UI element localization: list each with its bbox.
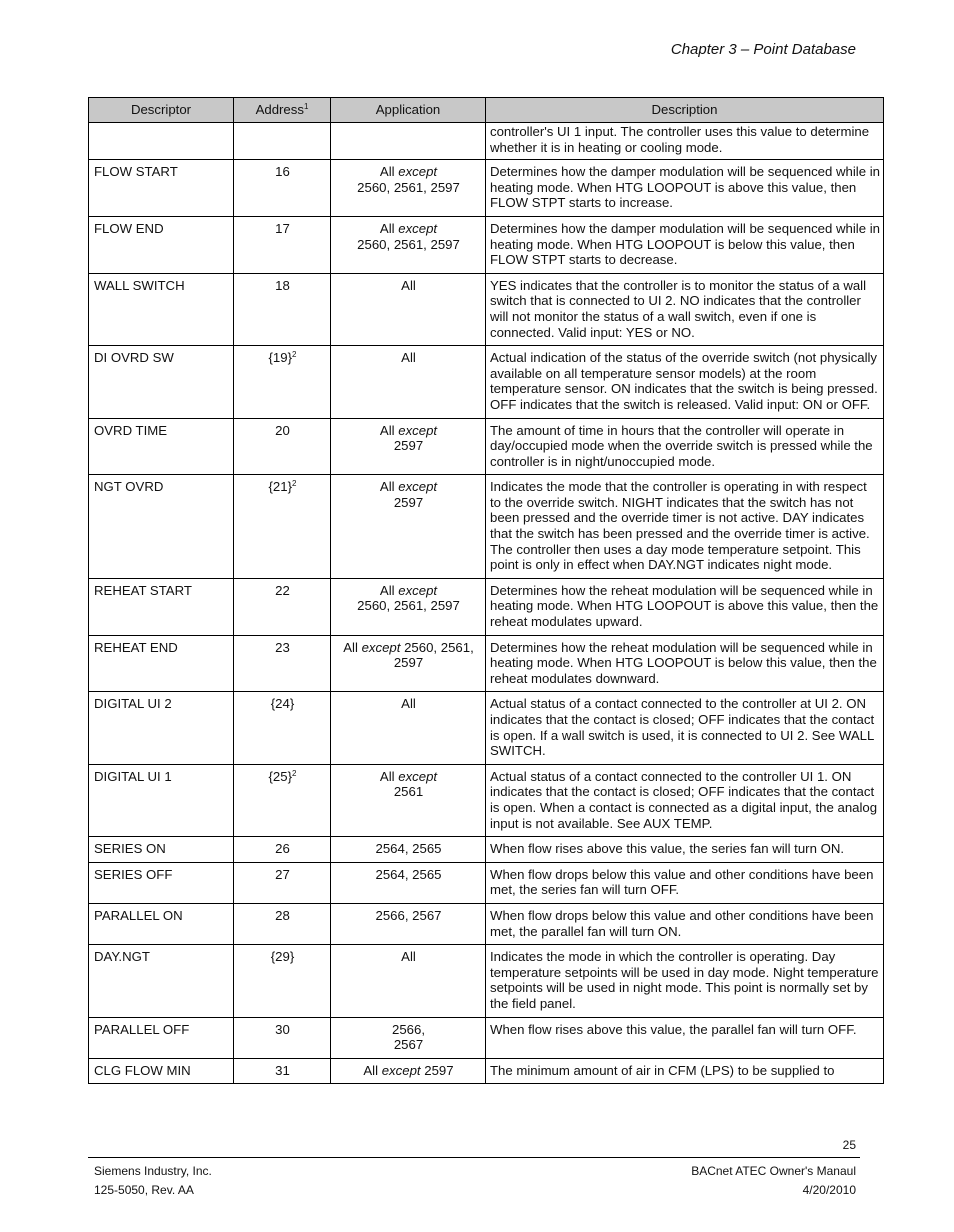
- description-cell: Indicates the mode that the controller is operating in with respect to the override switch. NIGHT indicates that the switch has not been pressed and the override timer is not active. DAY indicates that the switch has been pressed and the override timer is active. The controller then uses a day mode temperature setpoint. This point is only in effect when DAY.NGT indicates night mode.: [486, 475, 884, 579]
- address-cell: [234, 692, 331, 764]
- description-cell: The amount of time in hours that the controller will operate in day/occupied mode when the override switch is pressed while the controller is in night/unoccupied mode.: [486, 418, 884, 475]
- table-row: [89, 1058, 884, 1084]
- table-row: [89, 160, 884, 217]
- address-value: 28: [275, 907, 290, 923]
- footer-right: [691, 1162, 856, 1200]
- description-cell: Indicates the mode in which the controller is operating. Day temperature setpoints will be used in day mode. Night temperature setpoints will be used in night mode. This point is normally set by the field panel.: [486, 945, 884, 1017]
- descriptor-cell: [89, 123, 234, 160]
- application-models: 2560, 2561,: [400, 639, 474, 655]
- application-except: except: [398, 164, 438, 180]
- address-cell: [234, 475, 331, 579]
- description-cell: Actual indication of the status of the override switch (not physically available on all temperature sensor models) at the room temperature sensor. ON indicates that the switch is being pressed. OFF indicates that the switch is released. Valid input: ON or OFF.: [486, 346, 884, 418]
- application-text: All: [379, 220, 399, 236]
- table-row: [89, 635, 884, 692]
- application-models: 2597: [420, 1062, 454, 1078]
- chapter-header: Chapter 3 – Point Database: [670, 41, 856, 58]
- application-models-line2: 2560, 2561, 2597: [357, 236, 460, 252]
- descriptor-cell: FLOW START: [89, 160, 234, 217]
- application-models-line2: 2560, 2561, 2597: [357, 179, 460, 195]
- address-cell: [234, 578, 331, 635]
- application-cell: [331, 418, 486, 475]
- descriptor-cell: SERIES OFF: [89, 862, 234, 903]
- descriptor-cell: DAY.NGT: [89, 945, 234, 1017]
- application-cell: [331, 123, 486, 160]
- address-cell: [234, 346, 331, 418]
- address-value: {19}: [268, 350, 293, 366]
- address-value: 27: [275, 866, 290, 882]
- address-value: {29}: [270, 949, 295, 965]
- description-cell: Actual status of a contact connected to the controller at UI 2. ON indicates that the contact is closed; OFF indicates that the contact is open. If a wall switch is used, it is connected to UI 2. See WALL SWITCH.: [486, 692, 884, 764]
- application-cell: [331, 475, 486, 579]
- table-row: [89, 764, 884, 836]
- application-except: except: [398, 768, 438, 784]
- address-cell: [234, 764, 331, 836]
- description-cell: Determines how the damper modulation will be sequenced while in heating mode. When HTG LOOPOUT is above this value, then FLOW STPT starts to increase.: [486, 160, 884, 217]
- address-value: 20: [275, 422, 290, 438]
- footer-left: [94, 1162, 212, 1200]
- application-models-line2: 2597: [393, 655, 424, 671]
- address-value: {25}: [268, 768, 293, 784]
- address-cell: [234, 862, 331, 903]
- descriptor-cell: PARALLEL ON: [89, 903, 234, 944]
- table-row: [89, 903, 884, 944]
- address-cell: [234, 635, 331, 692]
- descriptor-cell: DIGITAL UI 2: [89, 692, 234, 764]
- application-text: All: [401, 696, 416, 712]
- application-text: All: [343, 639, 362, 655]
- descriptor-cell: SERIES ON: [89, 837, 234, 863]
- descriptor-cell: WALL SWITCH: [89, 273, 234, 345]
- address-value: 30: [275, 1021, 290, 1037]
- description-cell: Determines how the reheat modulation will be sequenced while in heating mode. When HTG LOOPOUT is above this value, then the reheat modulates upward.: [486, 578, 884, 635]
- address-footnote: 2: [292, 350, 297, 360]
- table-row: [89, 123, 884, 160]
- descriptor-cell: REHEAT START: [89, 578, 234, 635]
- application-text: 2566,: [391, 1021, 425, 1037]
- application-text: All: [379, 582, 399, 598]
- application-cell: [331, 764, 486, 836]
- application-cell: [331, 1017, 486, 1058]
- application-text: All: [379, 164, 399, 180]
- address-value: 31: [275, 1062, 290, 1078]
- column-header-description: Description: [486, 98, 884, 123]
- page-number: 25: [842, 1138, 856, 1152]
- application-models-line2: 2560, 2561, 2597: [357, 598, 460, 614]
- descriptor-cell: PARALLEL OFF: [89, 1017, 234, 1058]
- descriptor-cell: REHEAT END: [89, 635, 234, 692]
- application-cell: [331, 635, 486, 692]
- description-cell: Determines how the reheat modulation will be sequenced while in heating mode. When HTG LOOPOUT is below this value, then the reheat modulates downward.: [486, 635, 884, 692]
- description-cell: When flow drops below this value and other conditions have been met, the series fan will turn OFF.: [486, 862, 884, 903]
- table-row: [89, 862, 884, 903]
- descriptor-cell: CLG FLOW MIN: [89, 1058, 234, 1084]
- descriptor-cell: DIGITAL UI 1: [89, 764, 234, 836]
- column-header-address: Address$^1$: [234, 98, 331, 123]
- description-cell: When flow rises above this value, the parallel fan will turn OFF.: [486, 1017, 884, 1058]
- address-cell: [234, 1017, 331, 1058]
- address-cell: [234, 945, 331, 1017]
- address-cell: [234, 273, 331, 345]
- application-cell: [331, 692, 486, 764]
- table-row: [89, 346, 884, 418]
- address-cell: [234, 123, 331, 160]
- address-value: 23: [275, 639, 290, 655]
- application-text: All: [401, 949, 416, 965]
- address-cell: [234, 903, 331, 944]
- application-text: 2564, 2565: [375, 841, 442, 857]
- column-header-application: Application: [331, 98, 486, 123]
- application-cell: [331, 346, 486, 418]
- application-text: All: [379, 422, 399, 438]
- footer-date: 4/20/2010: [802, 1183, 856, 1197]
- address-value: 17: [275, 220, 290, 236]
- address-cell: [234, 160, 331, 217]
- description-cell: Determines how the damper modulation will be sequenced while in heating mode. When HTG LOOPOUT is below this value, then FLOW STPT starts to decrease.: [486, 216, 884, 273]
- application-cell: [331, 1058, 486, 1084]
- application-except: except: [398, 582, 438, 598]
- application-models-line2: 2597: [393, 494, 424, 510]
- address-value: 18: [275, 277, 290, 293]
- application-text: All: [363, 1062, 382, 1078]
- application-models-line2: 2561: [393, 784, 424, 800]
- application-except: except: [398, 479, 438, 495]
- address-value: {24}: [270, 696, 295, 712]
- application-except: except: [398, 422, 438, 438]
- point-database-table: [88, 97, 884, 1084]
- application-text: All: [379, 768, 399, 784]
- application-except: except: [361, 639, 401, 655]
- table-row: [89, 945, 884, 1017]
- descriptor-cell: FLOW END: [89, 216, 234, 273]
- application-text: All: [379, 479, 399, 495]
- application-cell: [331, 578, 486, 635]
- address-footnote: 2: [292, 479, 297, 489]
- application-text: 2566, 2567: [375, 907, 442, 923]
- description-cell: YES indicates that the controller is to monitor the status of a wall switch that is connected to UI 2. NO indicates that the controller will not monitor the status of a wall switch, even if one is connected. Valid input: YES or NO.: [486, 273, 884, 345]
- description-cell: The minimum amount of air in CFM (LPS) to be supplied to: [486, 1058, 884, 1084]
- footer-manual-title: BACnet ATEC Owner's Manaul: [691, 1164, 856, 1178]
- descriptor-cell: DI OVRD SW: [89, 346, 234, 418]
- application-text: 2564, 2565: [375, 866, 442, 882]
- address-footnote-marker: 1: [303, 102, 309, 112]
- address-cell: [234, 418, 331, 475]
- application-text: All: [401, 277, 416, 293]
- address-value: 26: [275, 841, 290, 857]
- application-text: All: [401, 350, 416, 366]
- address-cell: [234, 216, 331, 273]
- application-cell: [331, 160, 486, 217]
- table-row: [89, 216, 884, 273]
- address-value: 16: [275, 164, 290, 180]
- address-value: {21}: [268, 479, 293, 495]
- application-cell: [331, 837, 486, 863]
- address-footnote: 2: [292, 768, 297, 778]
- footer-doc-number: 125-5050, Rev. AA: [94, 1183, 194, 1197]
- application-cell: [331, 945, 486, 1017]
- table-row: [89, 418, 884, 475]
- address-value: 22: [275, 582, 290, 598]
- descriptor-cell: OVRD TIME: [89, 418, 234, 475]
- table-header-row: [89, 98, 884, 123]
- application-models-line2: 2597: [393, 438, 424, 454]
- footer-divider: [88, 1157, 860, 1158]
- description-cell: Actual status of a contact connected to the controller UI 1. ON indicates that the contact is closed; OFF indicates that the contact is open. When a contact is connected as a digital input, the analog input is not available. See AUX TEMP.: [486, 764, 884, 836]
- footer-company: Siemens Industry, Inc.: [94, 1164, 212, 1178]
- description-cell: When flow drops below this value and other conditions have been met, the parallel fan will turn ON.: [486, 903, 884, 944]
- address-cell: [234, 837, 331, 863]
- column-header-descriptor: Descriptor: [89, 98, 234, 123]
- table-row: [89, 692, 884, 764]
- table-row: [89, 1017, 884, 1058]
- application-except: except: [398, 220, 438, 236]
- application-except: except: [381, 1062, 421, 1078]
- table-row: [89, 578, 884, 635]
- description-cell: controller's UI 1 input. The controller uses this value to determine whether it is in heating or cooling mode.: [486, 123, 884, 160]
- application-models-line2: 2567: [393, 1037, 424, 1053]
- application-cell: [331, 273, 486, 345]
- descriptor-cell: NGT OVRD: [89, 475, 234, 579]
- table-row: [89, 475, 884, 579]
- table-row: [89, 273, 884, 345]
- application-cell: [331, 862, 486, 903]
- address-cell: [234, 1058, 331, 1084]
- application-cell: [331, 216, 486, 273]
- description-cell: When flow rises above this value, the series fan will turn ON.: [486, 837, 884, 863]
- application-cell: [331, 903, 486, 944]
- table-row: [89, 837, 884, 863]
- table-body: [89, 123, 884, 1084]
